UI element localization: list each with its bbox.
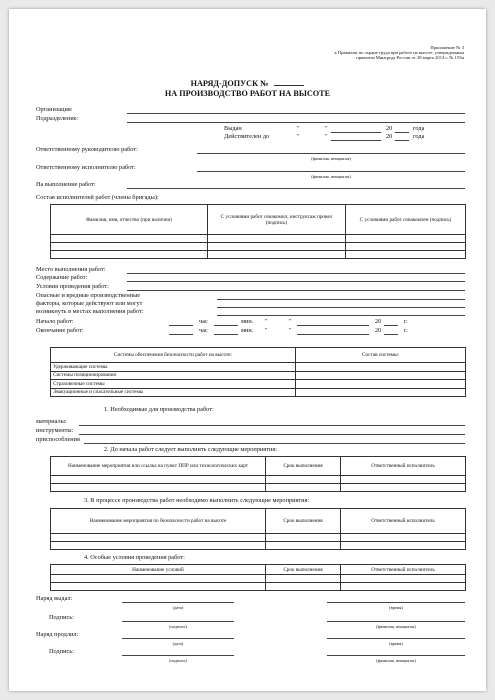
special-conditions-table — [50, 564, 466, 591]
table-row — [51, 251, 466, 259]
system-row-label: Удерживающие системы — [51, 363, 296, 372]
organization-label: Организация: — [36, 106, 73, 113]
issued-quote-close: " — [325, 125, 328, 132]
start-hour-field[interactable] — [169, 325, 193, 326]
table-cell[interactable] — [346, 243, 466, 251]
table-row — [51, 484, 466, 492]
table-cell[interactable] — [51, 476, 266, 484]
hazards-label-1: Опасные и вредные производственные — [36, 292, 141, 299]
issued-by-label: Наряд выдал: — [36, 595, 73, 602]
end-label: Окончание работ: — [36, 327, 84, 334]
appendix-note — [184, 45, 464, 60]
table-cell[interactable] — [266, 575, 341, 583]
organization-field[interactable] — [127, 113, 465, 114]
table-cell[interactable] — [346, 251, 466, 259]
work-place-label: Место выполнения работ: — [36, 266, 106, 273]
table-cell[interactable] — [341, 583, 466, 591]
issued-quote-open: " — [297, 125, 300, 132]
valid-month-field[interactable] — [331, 140, 381, 141]
table-cell[interactable] — [341, 476, 466, 484]
table-row — [51, 235, 466, 243]
devices-field[interactable] — [84, 443, 465, 444]
table-cell[interactable] — [341, 484, 466, 492]
system-row-label: Страховочные системы — [51, 380, 296, 389]
materials-label: материалы: — [36, 418, 67, 425]
hazards-field-3[interactable] — [217, 315, 465, 316]
table-cell[interactable] — [51, 542, 266, 550]
valid-year-field[interactable] — [395, 140, 409, 141]
issued-label: Выдан — [224, 125, 242, 132]
section4-title: 4. Особые условия проведения работ: — [84, 554, 185, 561]
responsible-executor-label: Ответственному исполнителю работ: — [36, 164, 136, 171]
executor-name-caption: (фамилия, инициалы) — [311, 174, 351, 179]
subdivision-field[interactable] — [127, 122, 465, 123]
tools-label: инструменты: — [36, 427, 74, 434]
document-subtitle: НА ПРОИЗВОДСТВО РАБОТ НА ВЫСОТЕ — [164, 89, 331, 98]
devices-label: приспособления — [36, 436, 80, 443]
start-hour-label: час — [199, 318, 208, 325]
document-title — [9, 79, 486, 89]
issued-year-prefix: 20 — [386, 125, 393, 132]
table-row — [51, 388, 466, 397]
signature-label-1: Подпись: — [49, 614, 74, 621]
table-cell[interactable] — [341, 542, 466, 550]
section3-title: 3. В процессе производства работ необходимо выполнить следующие мероприятия: — [84, 497, 310, 504]
responsible-executor-field[interactable] — [197, 171, 465, 172]
table-cell[interactable] — [51, 534, 266, 542]
system-row-label: Эвакуационные и спасательные системы — [51, 388, 296, 397]
end-quote-open: " — [265, 327, 268, 334]
team-header-instructed: С условиями работ ознакомил, инструктаж провел (подпись) — [208, 205, 346, 235]
table-row — [51, 583, 466, 591]
signature-caption-2: (подпись) — [169, 658, 187, 663]
issued-month-field[interactable] — [331, 132, 381, 133]
table-cell[interactable] — [208, 251, 346, 259]
extended-time-caption: (время) — [389, 641, 403, 646]
start-year-field[interactable] — [384, 325, 398, 326]
work-content-field[interactable] — [127, 281, 465, 282]
end-month-field[interactable] — [297, 334, 369, 335]
extended-time-field[interactable] — [327, 638, 465, 639]
start-minute-label: мин. — [241, 318, 254, 325]
conditions-header-deadline: Срок выполнения — [266, 565, 341, 575]
subdivision-label: Подразделение: — [36, 115, 79, 122]
permit-number-field[interactable] — [274, 85, 304, 86]
table-cell[interactable] — [266, 583, 341, 591]
systems-header-right: Состав системы: — [296, 348, 466, 363]
end-minute-label: мин. — [241, 327, 254, 334]
tools-field[interactable] — [79, 434, 465, 435]
valid-quote-open: " — [297, 133, 300, 140]
end-quote-close: " — [289, 327, 292, 334]
end-year-prefix: 20 — [375, 327, 382, 334]
section1-title: 1. Необходимые для производства работ: — [104, 406, 214, 413]
hazards-field-1[interactable] — [217, 299, 465, 300]
issued-time-field[interactable] — [327, 602, 465, 603]
table-row — [51, 565, 466, 575]
title-line-1: НАРЯД-ДОПУСК № — [190, 79, 269, 88]
process-header-name: Наименование мероприятия по безопасности работ на высоте — [51, 509, 266, 534]
section2-title: 2. До начала работ следует выполнить следующие мероприятия: — [104, 446, 277, 453]
table-cell[interactable] — [341, 534, 466, 542]
conditions-header-name: Наименование условий — [51, 565, 266, 575]
start-year-abbr: г. — [404, 318, 408, 325]
measures-header-deadline: Срок выполнения — [266, 457, 341, 476]
end-hour-field[interactable] — [169, 334, 193, 335]
signature-label-2: Подпись: — [49, 648, 74, 655]
end-year-abbr: г. — [404, 327, 408, 334]
table-cell[interactable] — [296, 388, 466, 397]
safety-systems-table — [50, 347, 466, 397]
table-cell[interactable] — [51, 243, 208, 251]
in-process-measures-table — [50, 508, 466, 550]
table-cell[interactable] — [208, 235, 346, 243]
team-table — [50, 204, 466, 259]
table-cell[interactable] — [51, 583, 266, 591]
team-header-acknowledged: С условиями работ ознакомлен (подпись) — [346, 205, 466, 235]
valid-until-label: Действителен до — [224, 133, 270, 140]
signer-name-caption-1: (фамилия, инициалы) — [376, 624, 416, 629]
signature-field-2[interactable] — [122, 655, 234, 656]
table-cell[interactable] — [266, 476, 341, 484]
table-row — [51, 457, 466, 476]
end-year-field[interactable] — [384, 334, 398, 335]
table-row — [51, 243, 466, 251]
signature-field-1[interactable] — [122, 621, 234, 622]
for-work-field[interactable] — [127, 188, 465, 189]
measures-header-name: Наименование мероприятия или ссылка на пункт ППР или технологических карт — [51, 457, 266, 476]
table-row — [51, 542, 466, 550]
process-header-deadline: Срок выполнения — [266, 509, 341, 534]
table-row — [51, 509, 466, 534]
issued-year-word: года — [413, 125, 425, 132]
start-year-prefix: 20 — [375, 318, 382, 325]
issued-date-field[interactable] — [122, 602, 234, 603]
appendix-line-2: к Правилам по охране труда при работе на высоте, утвержденным — [334, 50, 464, 55]
table-row — [51, 575, 466, 583]
start-minute-field[interactable] — [214, 325, 238, 326]
signer-name-field-1[interactable] — [327, 621, 465, 622]
document-page — [9, 9, 486, 691]
table-cell[interactable] — [266, 484, 341, 492]
valid-year-word: года — [413, 133, 425, 140]
issued-year-field[interactable] — [395, 132, 409, 133]
work-place-field[interactable] — [127, 273, 465, 274]
hazards-field-2[interactable] — [217, 307, 465, 308]
end-minute-field[interactable] — [214, 334, 238, 335]
table-row — [51, 380, 466, 389]
table-row — [51, 476, 466, 484]
start-label: Начало работ: — [36, 318, 74, 325]
table-cell[interactable] — [296, 371, 466, 380]
table-cell[interactable] — [341, 575, 466, 583]
hazards-label-3: возникнуть в местах выполнения работ: — [36, 308, 144, 315]
extended-date-caption: (дата) — [172, 641, 184, 646]
valid-quote-close: " — [325, 133, 328, 140]
appendix-line-3: приказом Минтруда России от 28 марта 2014 г. № 155н — [356, 55, 464, 60]
responsible-manager-label: Ответственному руководителю работ: — [36, 146, 138, 153]
work-conditions-label: Условия проведения работ: — [36, 283, 109, 290]
table-cell[interactable] — [208, 243, 346, 251]
measures-header-responsible: Ответственный исполнитель — [341, 457, 466, 476]
signer-name-field-2[interactable] — [327, 655, 465, 656]
end-hour-label: час — [199, 327, 208, 334]
team-header-name: Фамилия, имя, отчество (при наличии) — [51, 205, 208, 235]
table-cell[interactable] — [266, 542, 341, 550]
table-cell[interactable] — [51, 235, 208, 243]
work-conditions-field[interactable] — [127, 290, 465, 291]
extended-date-field[interactable] — [122, 638, 234, 639]
conditions-header-responsible: Ответственный исполнитель — [341, 565, 466, 575]
extended-by-label: Наряд продлил: — [36, 631, 79, 638]
start-quote-close: " — [289, 318, 292, 325]
responsible-manager-field[interactable] — [197, 153, 465, 154]
table-cell[interactable] — [51, 575, 266, 583]
manager-name-caption: (фамилия, инициалы) — [311, 156, 351, 161]
table-cell[interactable] — [296, 363, 466, 372]
table-cell[interactable] — [296, 380, 466, 389]
start-month-field[interactable] — [297, 325, 369, 326]
issued-date-caption: (дата) — [172, 605, 184, 610]
table-row — [51, 534, 466, 542]
hazards-label-2: факторы, которые действуют или могут — [36, 300, 143, 307]
table-cell[interactable] — [51, 484, 266, 492]
table-cell[interactable] — [266, 534, 341, 542]
table-cell[interactable] — [346, 235, 466, 243]
table-row — [51, 205, 466, 235]
table-row — [51, 348, 466, 363]
table-row — [51, 363, 466, 372]
materials-field[interactable] — [79, 425, 465, 426]
work-content-label: Содержание работ: — [36, 274, 88, 281]
valid-year-prefix: 20 — [386, 133, 393, 140]
process-header-responsible: Ответственный исполнитель — [341, 509, 466, 534]
table-cell[interactable] — [51, 251, 208, 259]
team-label: Состав исполнителей работ (члены бригады): — [36, 194, 159, 201]
system-row-label: Системы позиционирования — [51, 371, 296, 380]
signature-caption-1: (подпись) — [169, 624, 187, 629]
signer-name-caption-2: (фамилия, инициалы) — [376, 658, 416, 663]
appendix-line-1: Приложение № 3 — [430, 45, 464, 50]
pre-work-measures-table — [50, 456, 466, 492]
table-row — [51, 371, 466, 380]
start-quote-open: " — [265, 318, 268, 325]
issued-time-caption: (время) — [389, 605, 403, 610]
for-work-label: На выполнение работ: — [36, 181, 96, 188]
systems-header-left: Системы обеспечения безопасности работ на высоте: — [51, 348, 296, 363]
